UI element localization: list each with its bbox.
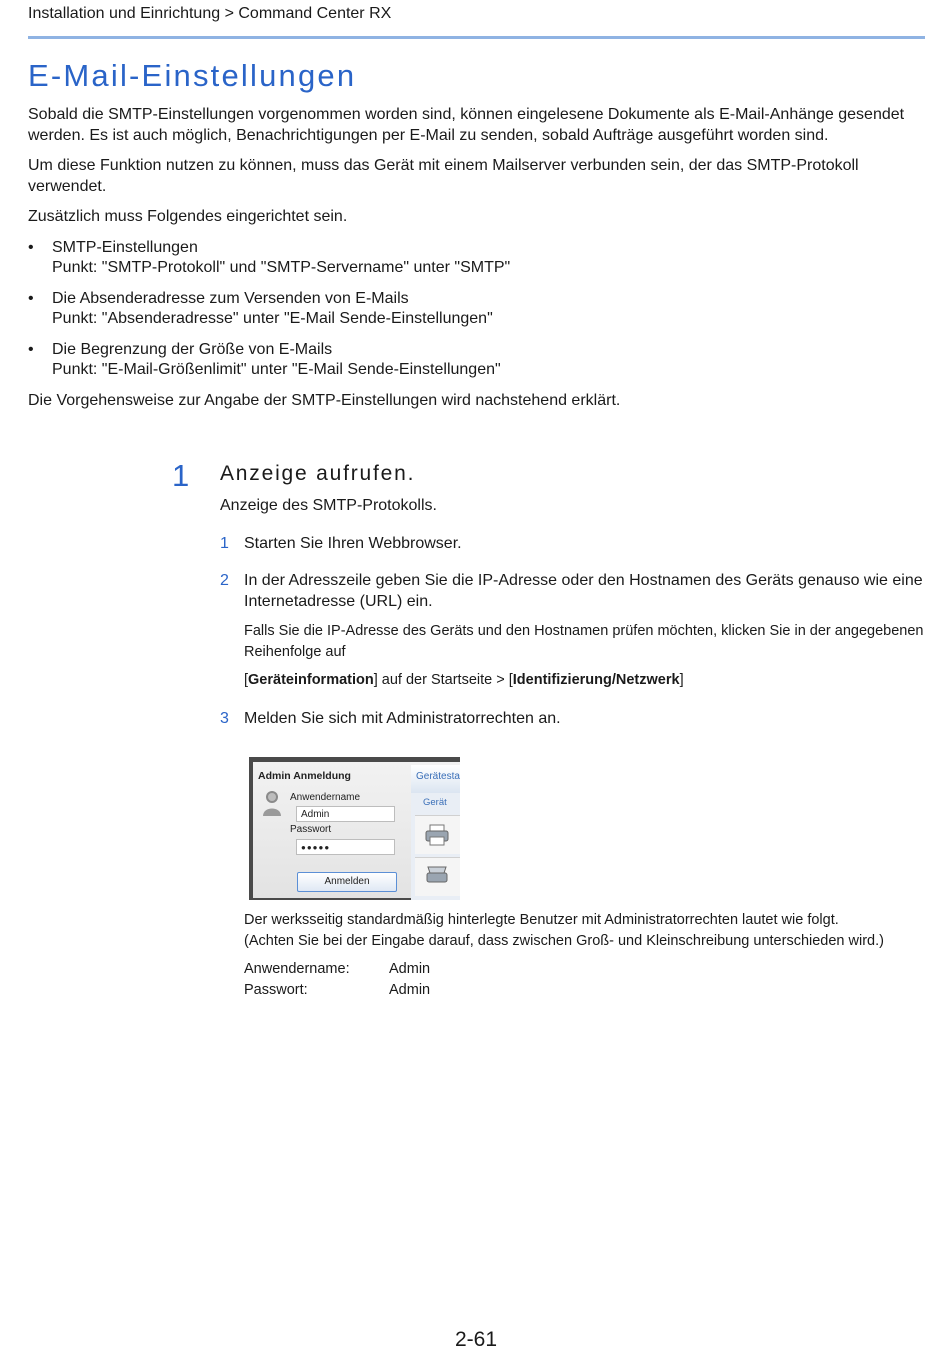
default-credentials [244,959,430,1000]
login-panel-title: Admin Anmeldung [258,770,351,782]
scanner-icon[interactable] [415,857,460,896]
credential-password-value: Admin [389,981,431,998]
bullet-dot: • [28,289,34,307]
path-slash: / [611,672,616,688]
ip-note [244,621,934,691]
login-button[interactable]: Anmelden [297,872,397,892]
intro-paragraph-2: Um diese Funktion nutzen zu können, muss das Gerät mit einem Mailserver verbunden sein, der das SMTP-Protokoll verwendet. [28,157,859,195]
intro-paragraph-1: Sobald die SMTP-Einstellungen vorgenommen worden sind, können eingelesene Dokumente als E-Mail-Anhänge gesendet werden. Es ist auch möglich, Benachrichtigungen per E-Mail zu senden, sobald Aufträge ausgeführt worden sind. [28,106,905,144]
credential-username-value: Admin [389,961,431,977]
requirement-item [28,289,925,330]
login-screenshot [249,757,460,900]
credential-row [244,980,430,1001]
page-number: 2-61 [455,1328,498,1351]
substep-3 [220,709,925,730]
substep-number: 3 [220,710,229,727]
step-title: Anzeige aufrufen. [220,462,416,485]
requirement-item [28,340,925,381]
substep-number: 2 [220,572,229,589]
page-title: E-Mail-Einstellungen [28,58,357,93]
substep-2 [220,571,925,612]
credential-password-label: Passwort: [244,981,308,998]
requirement-title: SMTP-Einstellungen [52,238,198,256]
substep-1 [220,534,925,555]
credential-username-label: Anwendername: [244,961,350,977]
printer-icon[interactable] [415,815,460,854]
requirement-detail: Punkt: "E-Mail-Größenlimit" unter "E-Mail Sende-Einstellungen" [52,361,501,378]
username-label: Anwendername [290,792,361,803]
password-label: Passwort [290,824,332,835]
device-sidebar [411,765,460,900]
substep-number: 1 [220,535,229,552]
requirement-item [28,238,925,279]
credential-row [244,959,430,980]
header-rule [28,36,925,39]
default-admin-note [244,910,934,951]
step-subtitle: Anzeige des SMTP-Protokolls. [220,497,437,514]
network-label: Netzwerk [615,672,680,688]
requirement-title: Die Absenderadresse zum Versenden von E-Mails [52,289,409,307]
device-info-label: Geräteinformation [248,672,374,688]
device-link[interactable]: Gerät [423,797,447,808]
bracket: [ [244,672,249,688]
device-status-tab[interactable]: Gerätesta [411,765,460,793]
breadcrumb: Installation und Einrichtung > Command Center RX [28,5,392,22]
substep-text: Melden Sie sich mit Administratorrechten an. [244,710,561,727]
identification-label: Identifizierung [512,672,612,688]
substep-text: In der Adresszeile geben Sie die IP-Adresse oder den Hostnamen des Geräts genauso wie eine Internetadresse (URL) ein. [244,572,923,610]
ip-note-text: Falls Sie die IP-Adresse des Geräts und den Hostnamen prüfen möchten, klicken Sie in der angegebenen Reihenfolge auf [244,623,924,660]
password-input[interactable]: ●●●●● [296,839,395,855]
requirement-detail: Punkt: "SMTP-Protokoll" und "SMTP-Servername" unter "SMTP" [52,259,511,276]
intro-section [28,105,925,421]
default-admin-line-2: (Achten Sie bei der Eingabe darauf, dass zwischen Groß- und Kleinschreibung unterschieden wird.) [244,932,884,949]
intro-paragraph-4: Die Vorgehensweise zur Angabe der SMTP-Einstellungen wird nachstehend erklärt. [28,391,621,409]
requirement-detail: Punkt: "Absenderadresse" unter "E-Mail Sende-Einstellungen" [52,310,493,327]
substep-text: Starten Sie Ihren Webbrowser. [244,535,462,552]
intro-paragraph-3: Zusätzlich muss Folgendes eingerichtet sein. [28,208,348,225]
requirement-title: Die Begrenzung der Größe von E-Mails [52,340,333,358]
path-middle: ] auf der Startseite > [ [373,672,513,688]
username-input[interactable]: Admin [296,806,395,822]
bracket: ] [679,672,684,688]
bullet-dot: • [28,340,34,358]
step-number: 1 [172,458,190,493]
bullet-dot: • [28,238,34,256]
default-admin-line-1: Der werksseitig standardmäßig hinterlegte Benutzer mit Administratorrechten lautet wie folgt. [244,912,839,928]
user-avatar-icon [262,789,282,817]
requirements-list [28,238,925,381]
ip-note-path [244,670,934,691]
